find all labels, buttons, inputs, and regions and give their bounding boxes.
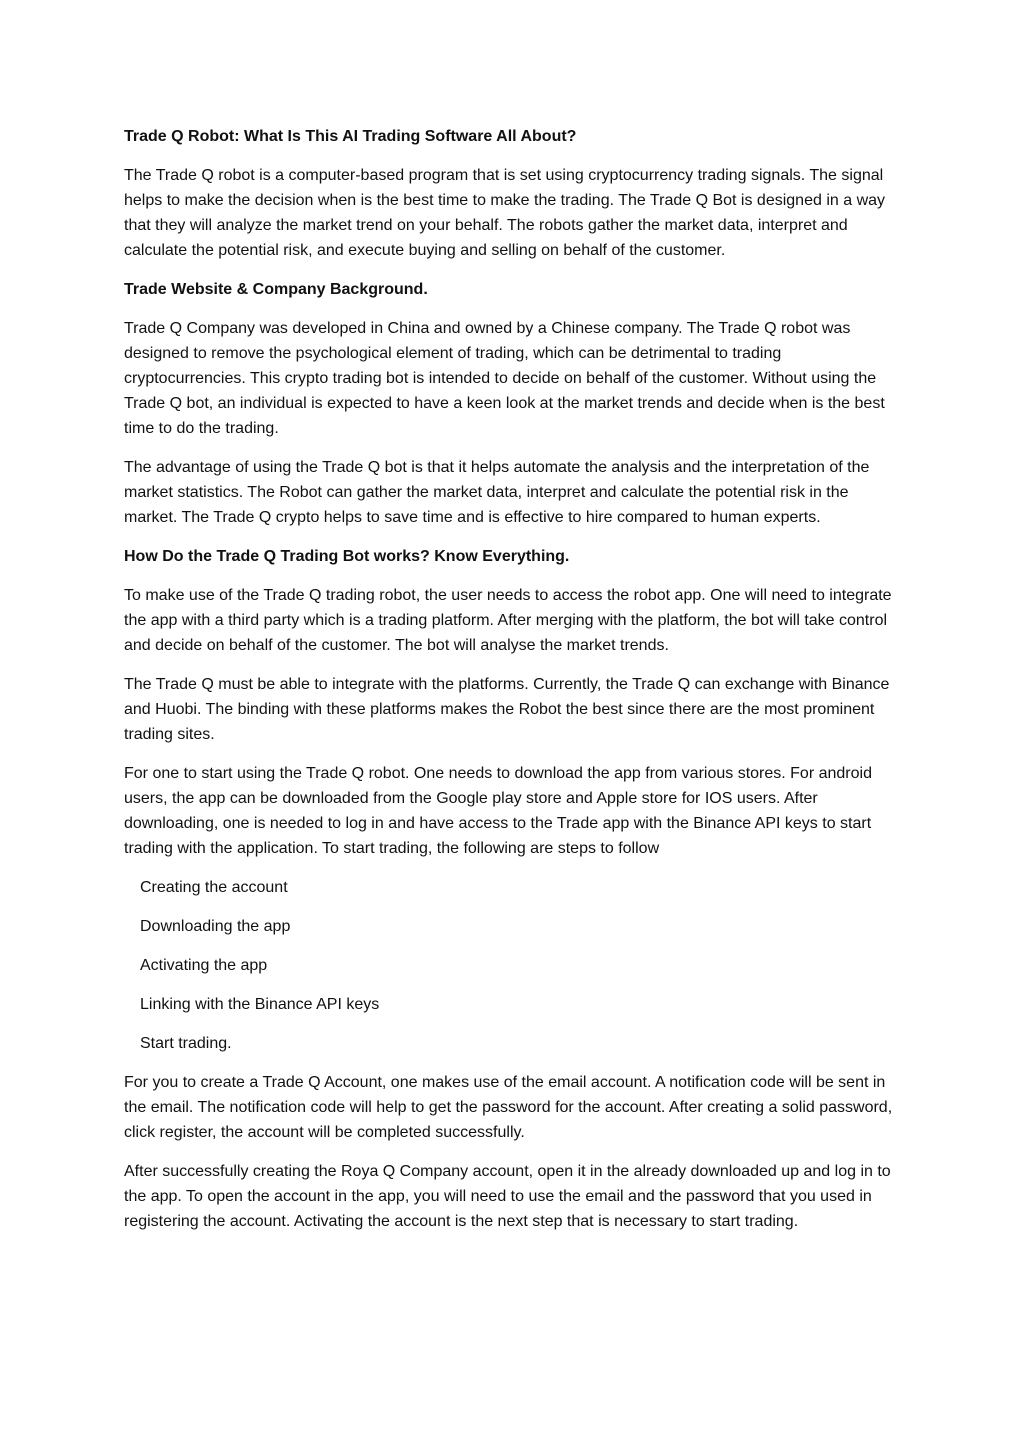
list-item: Downloading the app (140, 918, 291, 935)
paragraph-intro: The Trade Q robot is a computer-based program that is set using cryptocurrency trading signals. The signal helps to make the decision when is the best time to make the trading. The Trade Q Bot is designed in a way that they will analyze the market trend on your behalf. The robots gather the market data, interpret and calculate the potential risk, and execute buying and selling on behalf of the customer. (124, 167, 886, 259)
paragraph-getting-started: For one to start using the Trade Q robot. One needs to download the app from various stores. For android users, the app can be downloaded from the Google play store and Apple store for IOS users. After downloading, one is needed to log in and have access to the Trade app with the Binance API keys to start trading with the application. To start trading, the following are steps to follow (124, 765, 872, 857)
document-body (124, 124, 904, 1248)
list-item: Start trading. (140, 1035, 232, 1052)
list-item: Linking with the Binance API keys (140, 996, 380, 1013)
section-heading-intro: Trade Q Robot: What Is This AI Trading Software All About? (124, 128, 577, 145)
steps-list (124, 875, 904, 1056)
paragraph-create-account: For you to create a Trade Q Account, one makes use of the email account. A notification code will be sent in the email. The notification code will help to get the password for the account. After creating a solid password, click register, the account will be completed successfully. (124, 1074, 893, 1141)
list-item: Creating the account (140, 879, 288, 896)
paragraph-integration: To make use of the Trade Q trading robot, the user needs to access the robot app. One will need to integrate the app with a third party which is a trading platform. After merging with the platform, the bot will take control and decide on behalf of the customer. The bot will analyse the market trends. (124, 587, 892, 654)
section-heading-how-it-works: How Do the Trade Q Trading Bot works? Know Everything. (124, 548, 570, 565)
paragraph-background: Trade Q Company was developed in China and owned by a Chinese company. The Trade Q robot was designed to remove the psychological element of trading, which can be detrimental to trading cryptocurrencies. This crypto trading bot is intended to decide on behalf of the customer. Without using the Trade Q bot, an individual is expected to have a keen look at the market trends and decide when is the best time to do the trading. (124, 320, 885, 437)
list-item: Activating the app (140, 957, 268, 974)
paragraph-platforms: The Trade Q must be able to integrate with the platforms. Currently, the Trade Q can exchange with Binance and Huobi. The binding with these platforms makes the Robot the best since there are the most prominent trading sites. (124, 676, 890, 743)
paragraph-activate-account: After successfully creating the Roya Q Company account, open it in the already downloaded up and log in to the app. To open the account in the app, you will need to use the email and the password that you used in registering the account. Activating the account is the next step that is necessary to start trading. (124, 1163, 891, 1230)
section-heading-background: Trade Website & Company Background. (124, 281, 428, 298)
paragraph-advantage: The advantage of using the Trade Q bot is that it helps automate the analysis and the interpretation of the market statistics. The Robot can gather the market data, interpret and calculate the potential risk in the market. The Trade Q crypto helps to save time and is effective to hire compared to human experts. (124, 459, 870, 526)
